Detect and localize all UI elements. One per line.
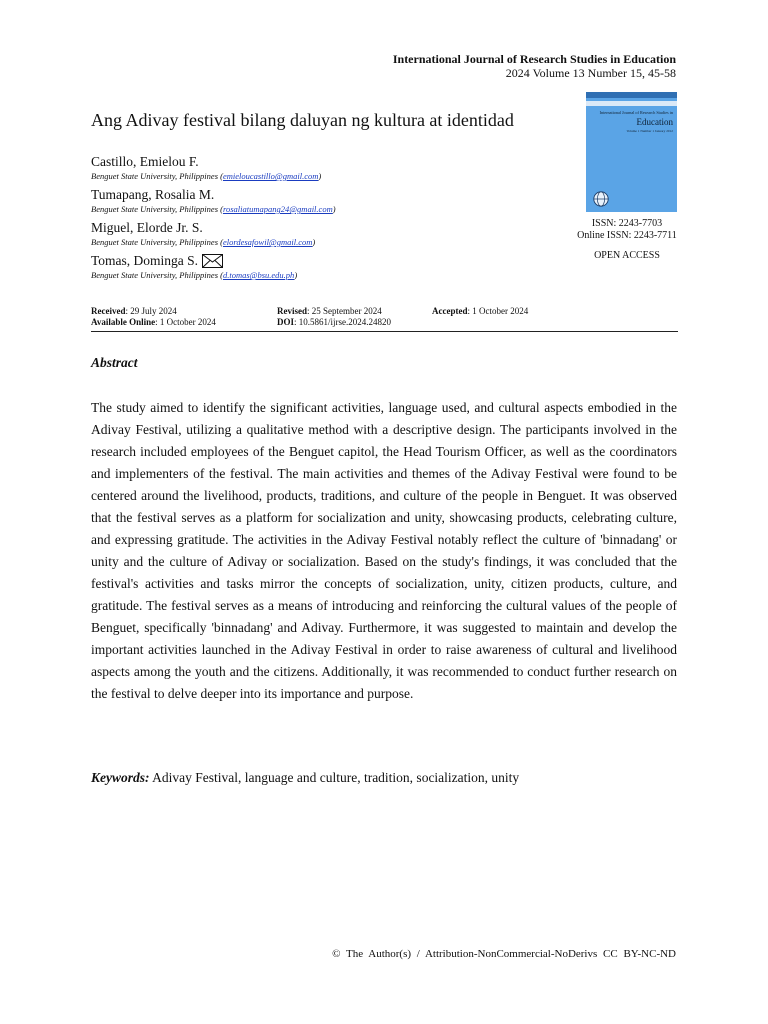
keywords-label: Keywords: [91,770,150,785]
author-list [91,154,561,286]
affiliation-close: ) [312,237,316,247]
journal-cover-image [586,92,677,212]
accepted-value: : 1 October 2024 [467,306,529,316]
accepted-date [432,306,528,317]
online-value: : 1 October 2024 [155,317,216,327]
article-dates [91,306,678,328]
open-access-label: OPEN ACCESS [594,250,660,261]
revised-value: : 25 September 2024 [307,306,382,316]
affiliation-close: ) [318,171,322,181]
cover-title: Education [636,117,673,127]
author-name-corresponding [91,253,561,269]
affiliation-text: Benguet State University, Philippines ( [91,237,223,247]
abstract-heading: Abstract [91,355,138,370]
mail-icon[interactable] [202,254,223,268]
author-affiliation [91,203,561,215]
received-value: : 29 July 2024 [125,306,177,316]
affiliation-text: Benguet State University, Philippines ( [91,204,223,214]
author-email-link[interactable]: d.tomas@bsu.edu.ph [222,270,295,280]
journal-issue: 2024 Volume 13 Number 15, 45-58 [505,66,676,80]
doi-value: : 10.5861/ijrse.2024.24820 [294,317,392,327]
author-email-link[interactable]: emieloucastillo@gmail.com [222,171,319,181]
issn-block [570,218,684,242]
affiliation-close: ) [294,270,298,280]
journal-header [393,52,676,80]
author-name-text: Castillo, Emielou F. [91,154,199,169]
cover-small-text: International Journal of Research Studies in [599,110,673,115]
keywords-text: Adivay Festival, language and culture, tradition, socialization, unity [149,770,520,785]
author-name [91,187,561,203]
affiliation-close: ) [332,204,336,214]
keywords [91,770,519,786]
received-date [91,306,277,317]
cover-subtitle: Volume 1 Number 1 January 2012 [626,129,673,133]
affiliation-text: Benguet State University, Philippines ( [91,270,223,280]
journal-name: International Journal of Research Studies in Education [392,52,676,66]
paper-title: Ang Adivay festival bilang daluyan ng kultura at identidad [91,110,514,130]
doi[interactable] [277,317,391,328]
cover-strip [586,101,677,106]
revised-date [277,306,432,317]
author-affiliation [91,170,561,182]
online-date [91,317,277,328]
author-name-text: Tomas, Dominga S. [91,253,199,268]
issn-online: Online ISSN: 2243-7711 [577,230,677,241]
received-label: Received [91,306,126,316]
abstract-body: The study aimed to identify the significant activities, language used, and cultural aspects embodied in the Adivay Festival, utilizing a qualitative method with a descriptive design. The participants involved in the research included employees of the Benguet capitol, the Head Tourism Officer, as well as the coordinators and implementers of the festival. The main activities and themes of the Adivay Festival were found to be centered around the livelihood, products, traditions, and culture of the people in Benguet. It was observed that the festival serves as a platform for socialization and unity, showcasing products, celebrating culture, and expressing gratitude. The activities in the Adivay Festival notably reflect the culture of 'binnadang' or unity and the culture of Adivay or socialization. Based on the study's findings, it was concluded that the festival's activities and tasks mirror the concepts of socialization, unity, citizen products, culture, and gratitude. The festival serves as a means of introducing and reinforcing the cultural values of the people of Benguet, specifically 'binnadang' and Adivay. Furthermore, it was suggested to maintain and develop the important activities launched in the Adivay Festival in order to raise awareness of cultural and livelihood aspects among the youth and the citizens. Additionally, it was recommended to conduct further research on the festival to delve deeper into its importance and purpose. [91,400,677,701]
author-affiliation [91,236,561,248]
license-footer: © The Author(s) / Attribution-NonCommercial-NoDerivs CC BY-NC-ND [332,948,676,960]
accepted-label: Accepted [432,306,468,316]
issn-print: ISSN: 2243-7703 [591,218,663,229]
author-name-text: Tumapang, Rosalia M. [91,187,215,202]
author-email-link[interactable]: rosaliatumapang24@gmail.com [222,204,333,214]
doi-label: DOI [277,317,295,327]
dates-row-1 [91,306,678,317]
header-divider [91,331,678,332]
dates-row-2 [91,317,678,328]
revised-label: Revised [277,306,307,316]
author-name [91,154,561,170]
author-name [91,220,561,236]
author-affiliation [91,269,561,281]
affiliation-text: Benguet State University, Philippines ( [91,171,223,181]
author-name-text: Miguel, Elorde Jr. S. [91,220,203,235]
globe-logo-icon [592,190,610,208]
author-email-link[interactable]: elordesafowil@gmail.com [222,237,313,247]
online-label: Available Online [91,317,156,327]
